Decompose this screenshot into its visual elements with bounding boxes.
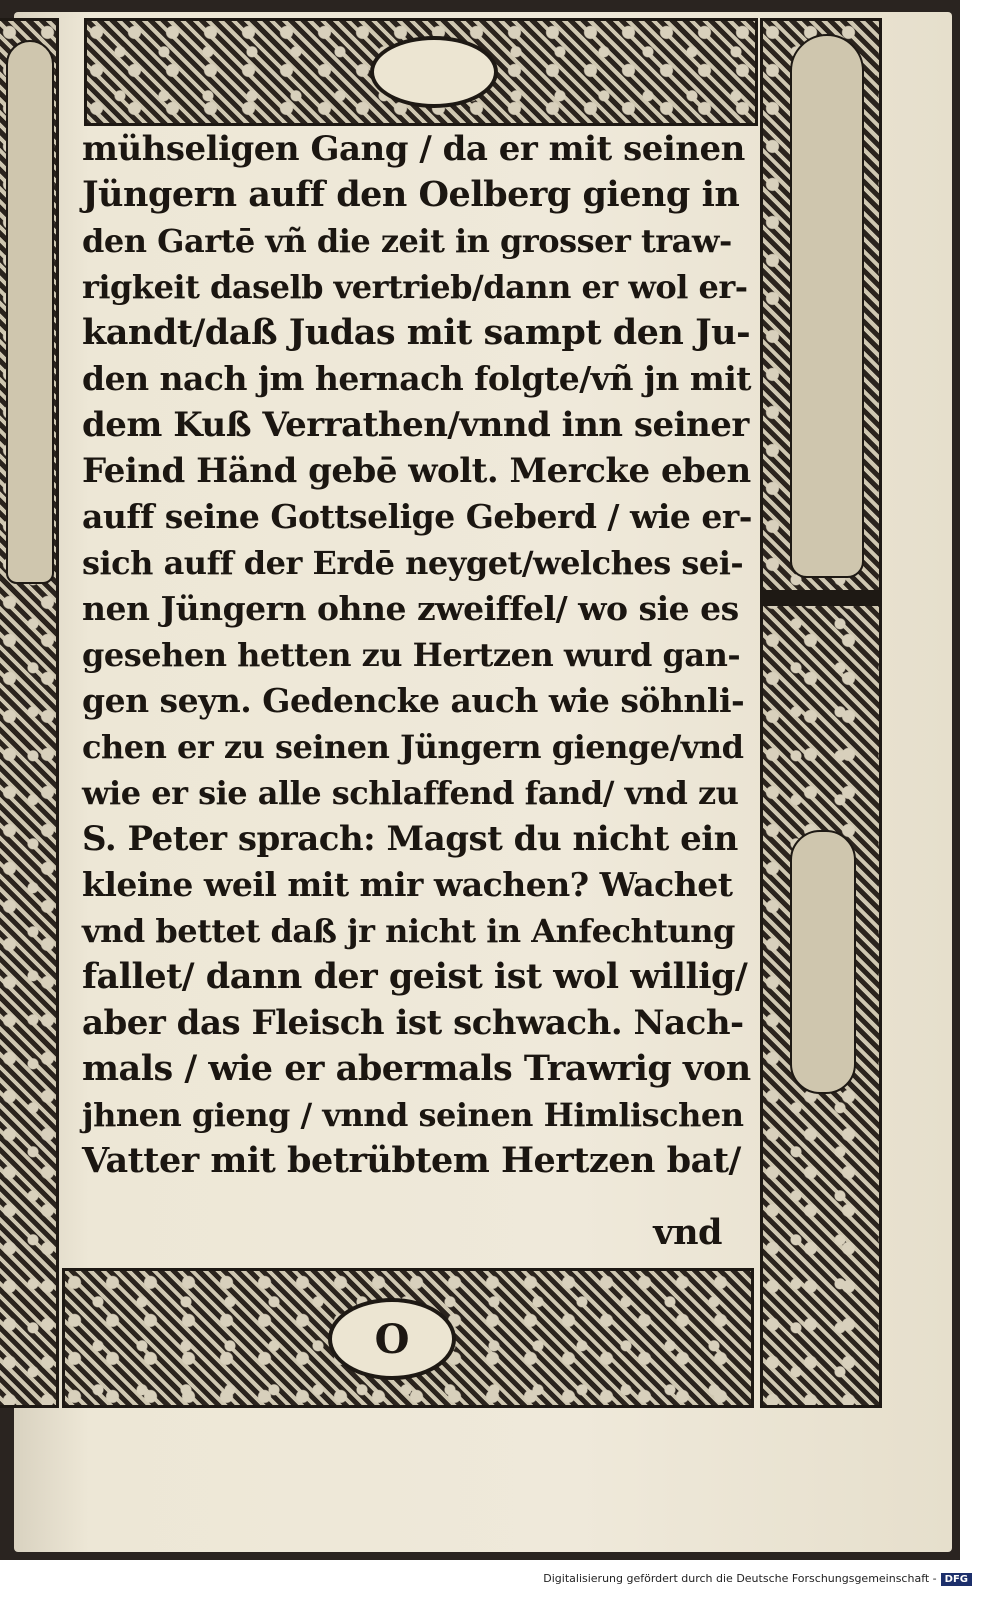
credit-text: Digitalisierung gefördert durch die Deutsche Forschungsgemeinschaft - (543, 1572, 937, 1585)
woodcut-figure-left (6, 40, 54, 584)
text-line: rigkeit daselb vertrieb/dann er wol er- (82, 268, 748, 306)
text-line: aber das Fleisch ist schwach. Nach- (82, 1003, 744, 1043)
digitization-credit (0, 1572, 972, 1592)
text-line: S. Peter sprach: Magst du nicht ein (82, 819, 738, 859)
text-line: wie er sie alle schlaffend fand/ vnd zu (82, 774, 739, 812)
woodcut-figure-right (790, 34, 864, 578)
text-line: jhnen gieng / vnnd seinen Himlischen (82, 1096, 744, 1134)
text-line: sich auff der Erdē neyget/welches sei- (82, 544, 744, 582)
text-line: fallet/ dann der geist ist wol willig/ (82, 956, 748, 997)
signature-mark: O (374, 1315, 410, 1363)
catchword: vnd (653, 1212, 722, 1253)
text-line: gen seyn. Gedencke auch wie söhnli- (82, 681, 745, 720)
text-line: Feind Händ gebē wolt. Mercke eben (82, 451, 751, 491)
text-line: Vatter mit betrübtem Hertzen bat/ (82, 1140, 741, 1181)
text-line: mals / wie er abermals Trawrig von (82, 1048, 751, 1089)
border-divider (760, 590, 882, 606)
text-line: vnd bettet daß jr nicht in Anfechtung (82, 912, 735, 950)
text-line: dem Kuß Verrathen/vnnd inn seiner (82, 405, 749, 445)
text-line: mühseligen Gang / da er mit seinen (82, 129, 745, 169)
body-text (82, 126, 752, 1266)
text-line: nen Jüngern ohne zweiffel/ wo sie es (82, 589, 739, 628)
text-line: kleine weil mit mir wachen? Wachet (82, 865, 733, 904)
cartouche-top (370, 36, 498, 108)
signature-cartouche (328, 1298, 456, 1380)
text-line: den Gartē vñ die zeit in grosser traw- (82, 222, 732, 260)
text-line: auff seine Gottselige Geberd / wie er- (82, 497, 752, 536)
text-line: chen er zu seinen Jüngern gienge/vnd (82, 728, 744, 766)
woodcut-vase-ornament (790, 830, 856, 1094)
text-line: kandt/daß Judas mit sampt den Ju- (82, 312, 751, 353)
text-line: gesehen hetten zu Hertzen wurd gan- (82, 636, 741, 674)
text-line: Jüngern auff den Oelberg gieng in (82, 174, 740, 215)
dfg-badge: DFG (941, 1573, 972, 1586)
text-line: den nach jm hernach folgte/vñ jn mit (82, 359, 752, 398)
